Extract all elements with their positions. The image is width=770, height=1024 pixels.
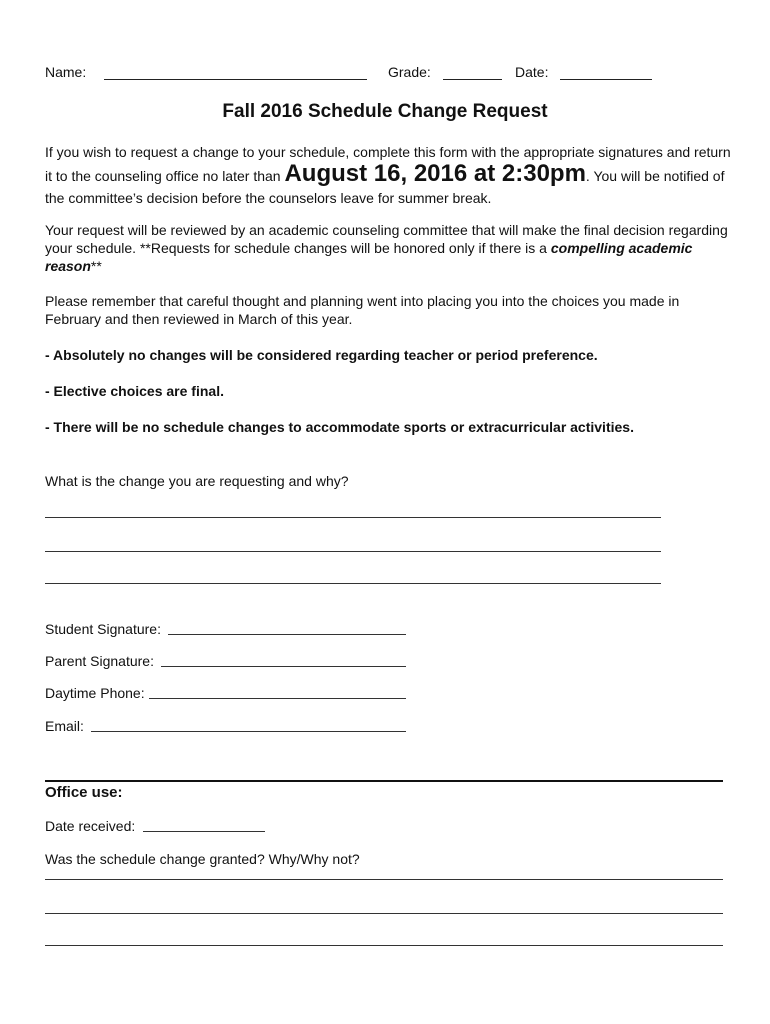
intro-text-2: . You will be notified of the committee’s decision before the counselors leave for summer break. — [45, 168, 725, 206]
date-label: Date: — [515, 64, 549, 80]
email-field[interactable] — [91, 731, 406, 732]
remember-paragraph: Please remember that careful thought and planning went into placing you into the choices you made in February and then reviewed in March of this year. — [45, 293, 680, 327]
compelling-reason-text: compelling academic reason — [45, 240, 693, 274]
intro-text-1: If you wish to request a change to your schedule, complete this form with the appropriate signatures and return it to the counseling office no later than — [45, 144, 731, 184]
answer-line-2[interactable] — [45, 551, 661, 552]
name-field[interactable] — [104, 65, 367, 85]
change-question: What is the change you are requesting and why? — [45, 473, 349, 489]
student-signature-label: Student Signature: — [45, 621, 161, 637]
office-separator — [45, 780, 723, 782]
deadline-text: August 16, 2016 at 2:30pm — [284, 160, 586, 187]
rule-elective-final: - Elective choices are final. — [45, 383, 224, 399]
office-use-heading: Office use: — [45, 784, 123, 801]
name-label: Name: — [45, 64, 87, 80]
review-text-1: Your request will be reviewed by an academic counseling committee that will make the final decision regarding your schedule. **Requests for schedule changes will be honored only if there is a — [45, 222, 728, 256]
daytime-phone-label: Daytime Phone: — [45, 685, 145, 701]
rule-sports: - There will be no schedule changes to accommodate sports or extracurricular activities. — [45, 419, 634, 435]
office-line-1[interactable] — [45, 879, 723, 880]
office-line-3[interactable] — [45, 945, 723, 946]
parent-signature-label: Parent Signature: — [45, 653, 154, 669]
office-line-2[interactable] — [45, 913, 723, 914]
date-received-label: Date received: — [45, 818, 136, 834]
parent-signature-field[interactable] — [161, 666, 406, 667]
granted-question: Was the schedule change granted? Why/Why not? — [45, 851, 360, 867]
student-signature-field[interactable] — [168, 634, 406, 635]
answer-line-1[interactable] — [45, 517, 661, 518]
page-title: Fall 2016 Schedule Change Request — [222, 101, 548, 122]
email-label: Email: — [45, 718, 84, 734]
date-received-field[interactable] — [143, 831, 265, 832]
grade-label: Grade: — [388, 64, 431, 80]
review-text-2: ** — [90, 258, 102, 274]
date-field[interactable] — [560, 65, 652, 85]
grade-field[interactable] — [443, 65, 502, 85]
answer-line-3[interactable] — [45, 583, 661, 584]
review-paragraph — [45, 221, 735, 275]
rule-teacher-preference: - Absolutely no changes will be considered regarding teacher or period preference. — [45, 347, 598, 363]
daytime-phone-field[interactable] — [149, 698, 406, 699]
intro-paragraph — [45, 141, 735, 209]
